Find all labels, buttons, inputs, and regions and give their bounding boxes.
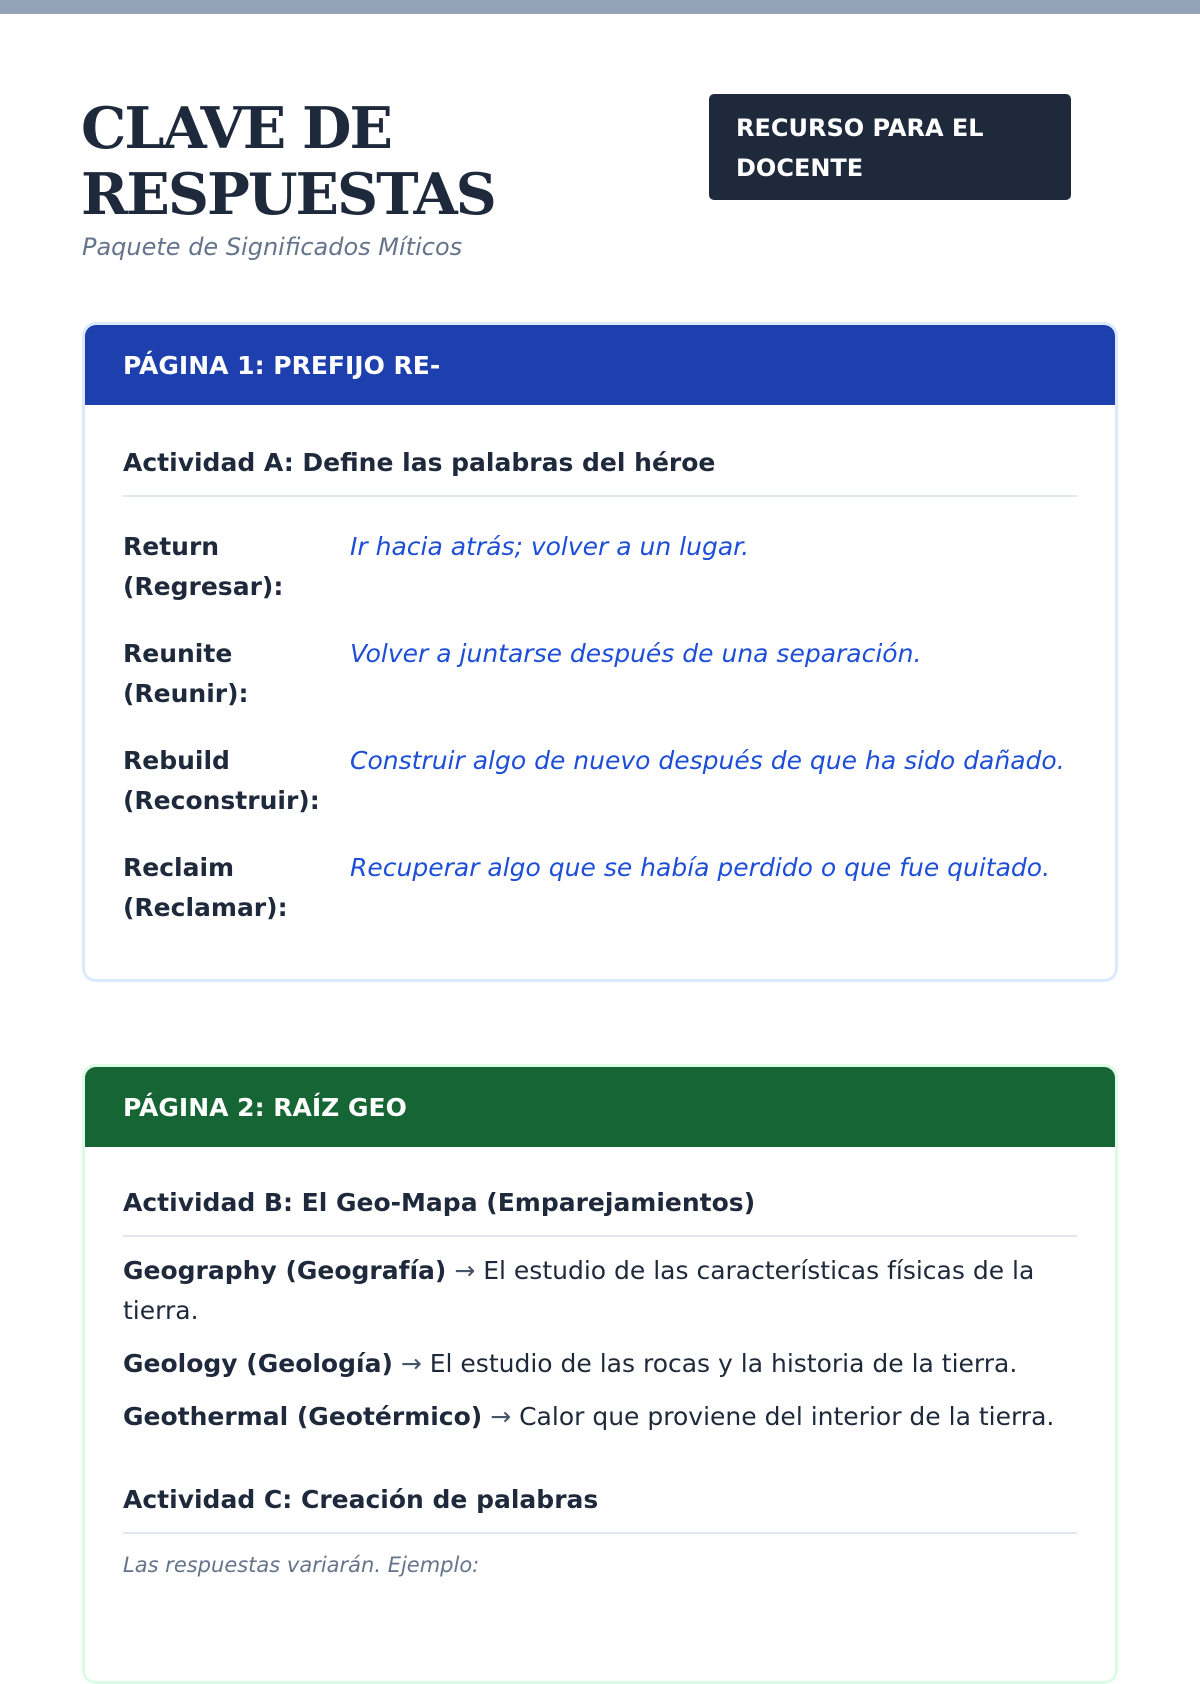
match-item [123,1397,1077,1437]
definition-row [123,848,1077,955]
title-line-2: RESPUESTAS [81,161,495,228]
page-2-card [82,1064,1118,1684]
badge-line-1: RECURSO PARA EL [736,114,984,142]
title-line-1: CLAVE DE [81,95,391,162]
activity-c-title: Actividad C: Creación de palabras [123,1485,1077,1534]
match-term: Geography (Geografía) [123,1256,447,1285]
page-2-header: PÁGINA 2: RAÍZ GEO [85,1067,1115,1147]
term-translation: (Reclamar): [123,893,288,922]
term-translation: (Reconstruir): [123,786,320,815]
definition-answer: Construir algo de nuevo después de que ha sido dañado. [350,746,1065,775]
match-term: Geothermal (Geotérmico) [123,1402,483,1431]
document-title [81,96,641,228]
match-item [123,1251,1077,1331]
term-label [123,848,350,955]
badge-line-2: DOCENTE [736,154,864,182]
term-word: Return [123,532,220,561]
page-1-card [82,322,1118,982]
term-label [123,741,350,848]
term-label [123,634,350,741]
arrow-icon: → [454,1256,476,1285]
definition-row [123,527,1077,634]
match-item [123,1344,1077,1384]
document-subtitle: Paquete de Significados Míticos [82,233,463,261]
term-translation: (Reunir): [123,679,249,708]
activity-a-title: Actividad A: Define las palabras del héroe [123,448,1077,497]
definition-row [123,741,1077,848]
term-label [123,527,350,634]
page-1-header: PÁGINA 1: PREFIJO RE- [85,325,1115,405]
match-meaning: Calor que proviene del interior de la tierra. [519,1402,1055,1431]
definition-answer: Volver a juntarse después de una separación. [350,639,922,668]
top-accent-bar [0,0,1200,14]
definition-row [123,634,1077,741]
term-translation: (Regresar): [123,572,284,601]
definition-list [123,527,1077,955]
match-meaning: El estudio de las rocas y la historia de la tierra. [429,1349,1018,1378]
activity-c-note: Las respuestas variarán. Ejemplo: [123,1553,480,1577]
term-word: Reunite [123,639,233,668]
match-term: Geology (Geología) [123,1349,393,1378]
term-word: Reclaim [123,853,235,882]
match-meaning: El estudio de las características físicas de la tierra. [123,1256,1035,1325]
arrow-icon: → [400,1349,422,1378]
term-word: Rebuild [123,746,230,775]
match-list [123,1251,1077,1437]
definition-answer: Recuperar algo que se había perdido o que fue quitado. [350,853,1051,882]
activity-b-title: Actividad B: El Geo-Mapa (Emparejamientos) [123,1188,1077,1237]
arrow-icon: → [490,1402,512,1431]
teacher-resource-badge [709,94,1071,200]
definition-answer: Ir hacia atrás; volver a un lugar. [350,532,750,561]
